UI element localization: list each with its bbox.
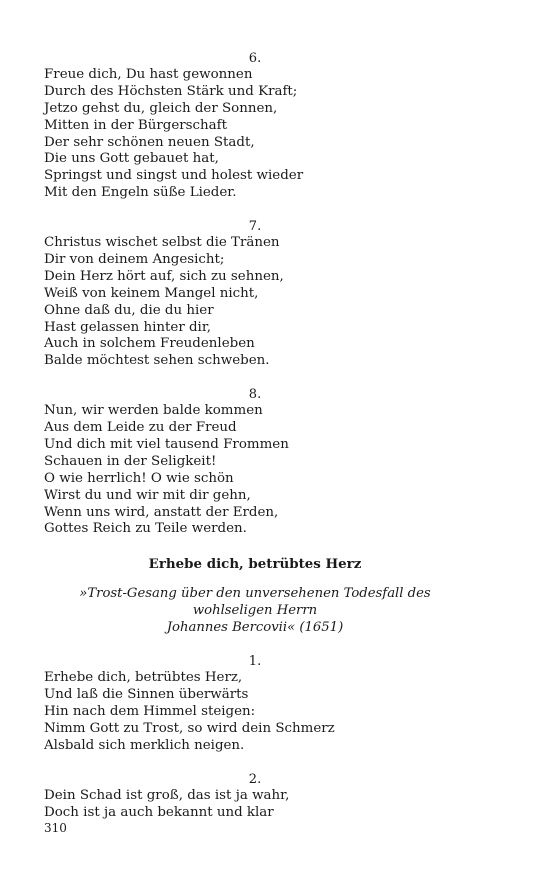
verse-line: Springst und singst und holest wieder xyxy=(44,168,304,184)
stanza-number: 8. xyxy=(248,387,262,403)
stanza-number: 2. xyxy=(248,771,262,787)
verse-line: Und laß die Sinnen überwärts xyxy=(44,687,249,703)
verse-line: Balde möchtest sehen schweben. xyxy=(44,353,270,369)
stanza-number: 7. xyxy=(248,219,262,235)
verse-line: Durch des Höchsten Stärk und Kraft; xyxy=(44,83,298,99)
verse-line: Auch in solchem Freudenleben xyxy=(44,336,255,352)
verse-line: Doch ist ja auch bekannt und klar xyxy=(44,804,274,820)
verse-line: Hast gelassen hinter dir, xyxy=(44,319,212,335)
verse-line: Und dich mit viel tausend Frommen xyxy=(44,437,289,453)
stanza-8 xyxy=(44,386,466,538)
stanza-1 xyxy=(44,653,466,754)
subtitle-line: Johannes Bercovii« (1651) xyxy=(166,620,344,636)
verse-line: Freue dich, Du hast gewonnen xyxy=(44,67,253,82)
verse-line: Dein Schad ist groß, das ist ja wahr, xyxy=(44,787,290,803)
verse-line: Hin nach dem Himmel steigen: xyxy=(44,704,256,720)
poem-title: Erhebe dich, betrübtes Herz xyxy=(148,556,362,573)
verse-line: Jetzo gehst du, gleich der Sonnen, xyxy=(44,100,278,116)
stanza-2 xyxy=(44,771,466,822)
verse-line: Die uns Gott gebauet hat, xyxy=(44,151,219,167)
verse-line: Mit den Engeln süße Lieder. xyxy=(44,185,237,201)
verse-line: Dir von deinem Angesicht; xyxy=(44,252,225,268)
verse-line: Aus dem Leide zu der Freud xyxy=(44,420,237,436)
verse-line: Schauen in der Seligkeit! xyxy=(44,453,217,469)
verse-line: O wie herrlich! O wie schön xyxy=(44,470,234,486)
verse-line: Christus wischet selbst die Tränen xyxy=(44,235,280,251)
stanza-number: 6. xyxy=(248,51,262,66)
page-number: 310 xyxy=(44,821,67,835)
verse-line: Erhebe dich, betrübtes Herz, xyxy=(44,670,243,686)
verse-line: Weiß von keinem Mangel nicht, xyxy=(44,285,259,301)
verse-line: Gottes Reich zu Teile werden. xyxy=(44,521,247,537)
stanza-number: 1. xyxy=(248,654,262,670)
verse-line: Alsbald sich merklich neigen. xyxy=(44,737,245,753)
poem-subtitle xyxy=(44,585,466,636)
verse-line: Wirst du und wir mit dir gehn, xyxy=(44,487,251,503)
page-content xyxy=(44,50,466,822)
stanza-7 xyxy=(44,218,466,370)
verse-line: Ohne daß du, die du hier xyxy=(44,302,214,318)
verse-line: Dein Herz hört auf, sich zu sehnen, xyxy=(44,268,284,284)
verse-line: Nun, wir werden balde kommen xyxy=(44,403,263,419)
subtitle-line: »Trost-Gesang über den unversehenen Todesfall des wohlseligen Herrn xyxy=(79,586,431,619)
verse-line: Mitten in der Bürgerschaft xyxy=(44,117,227,133)
verse-line: Der sehr schönen neuen Stadt, xyxy=(44,134,255,150)
stanza-6 xyxy=(44,50,466,202)
verse-line: Wenn uns wird, anstatt der Erden, xyxy=(44,504,279,520)
verse-line: Nimm Gott zu Trost, so wird dein Schmerz xyxy=(44,721,335,737)
